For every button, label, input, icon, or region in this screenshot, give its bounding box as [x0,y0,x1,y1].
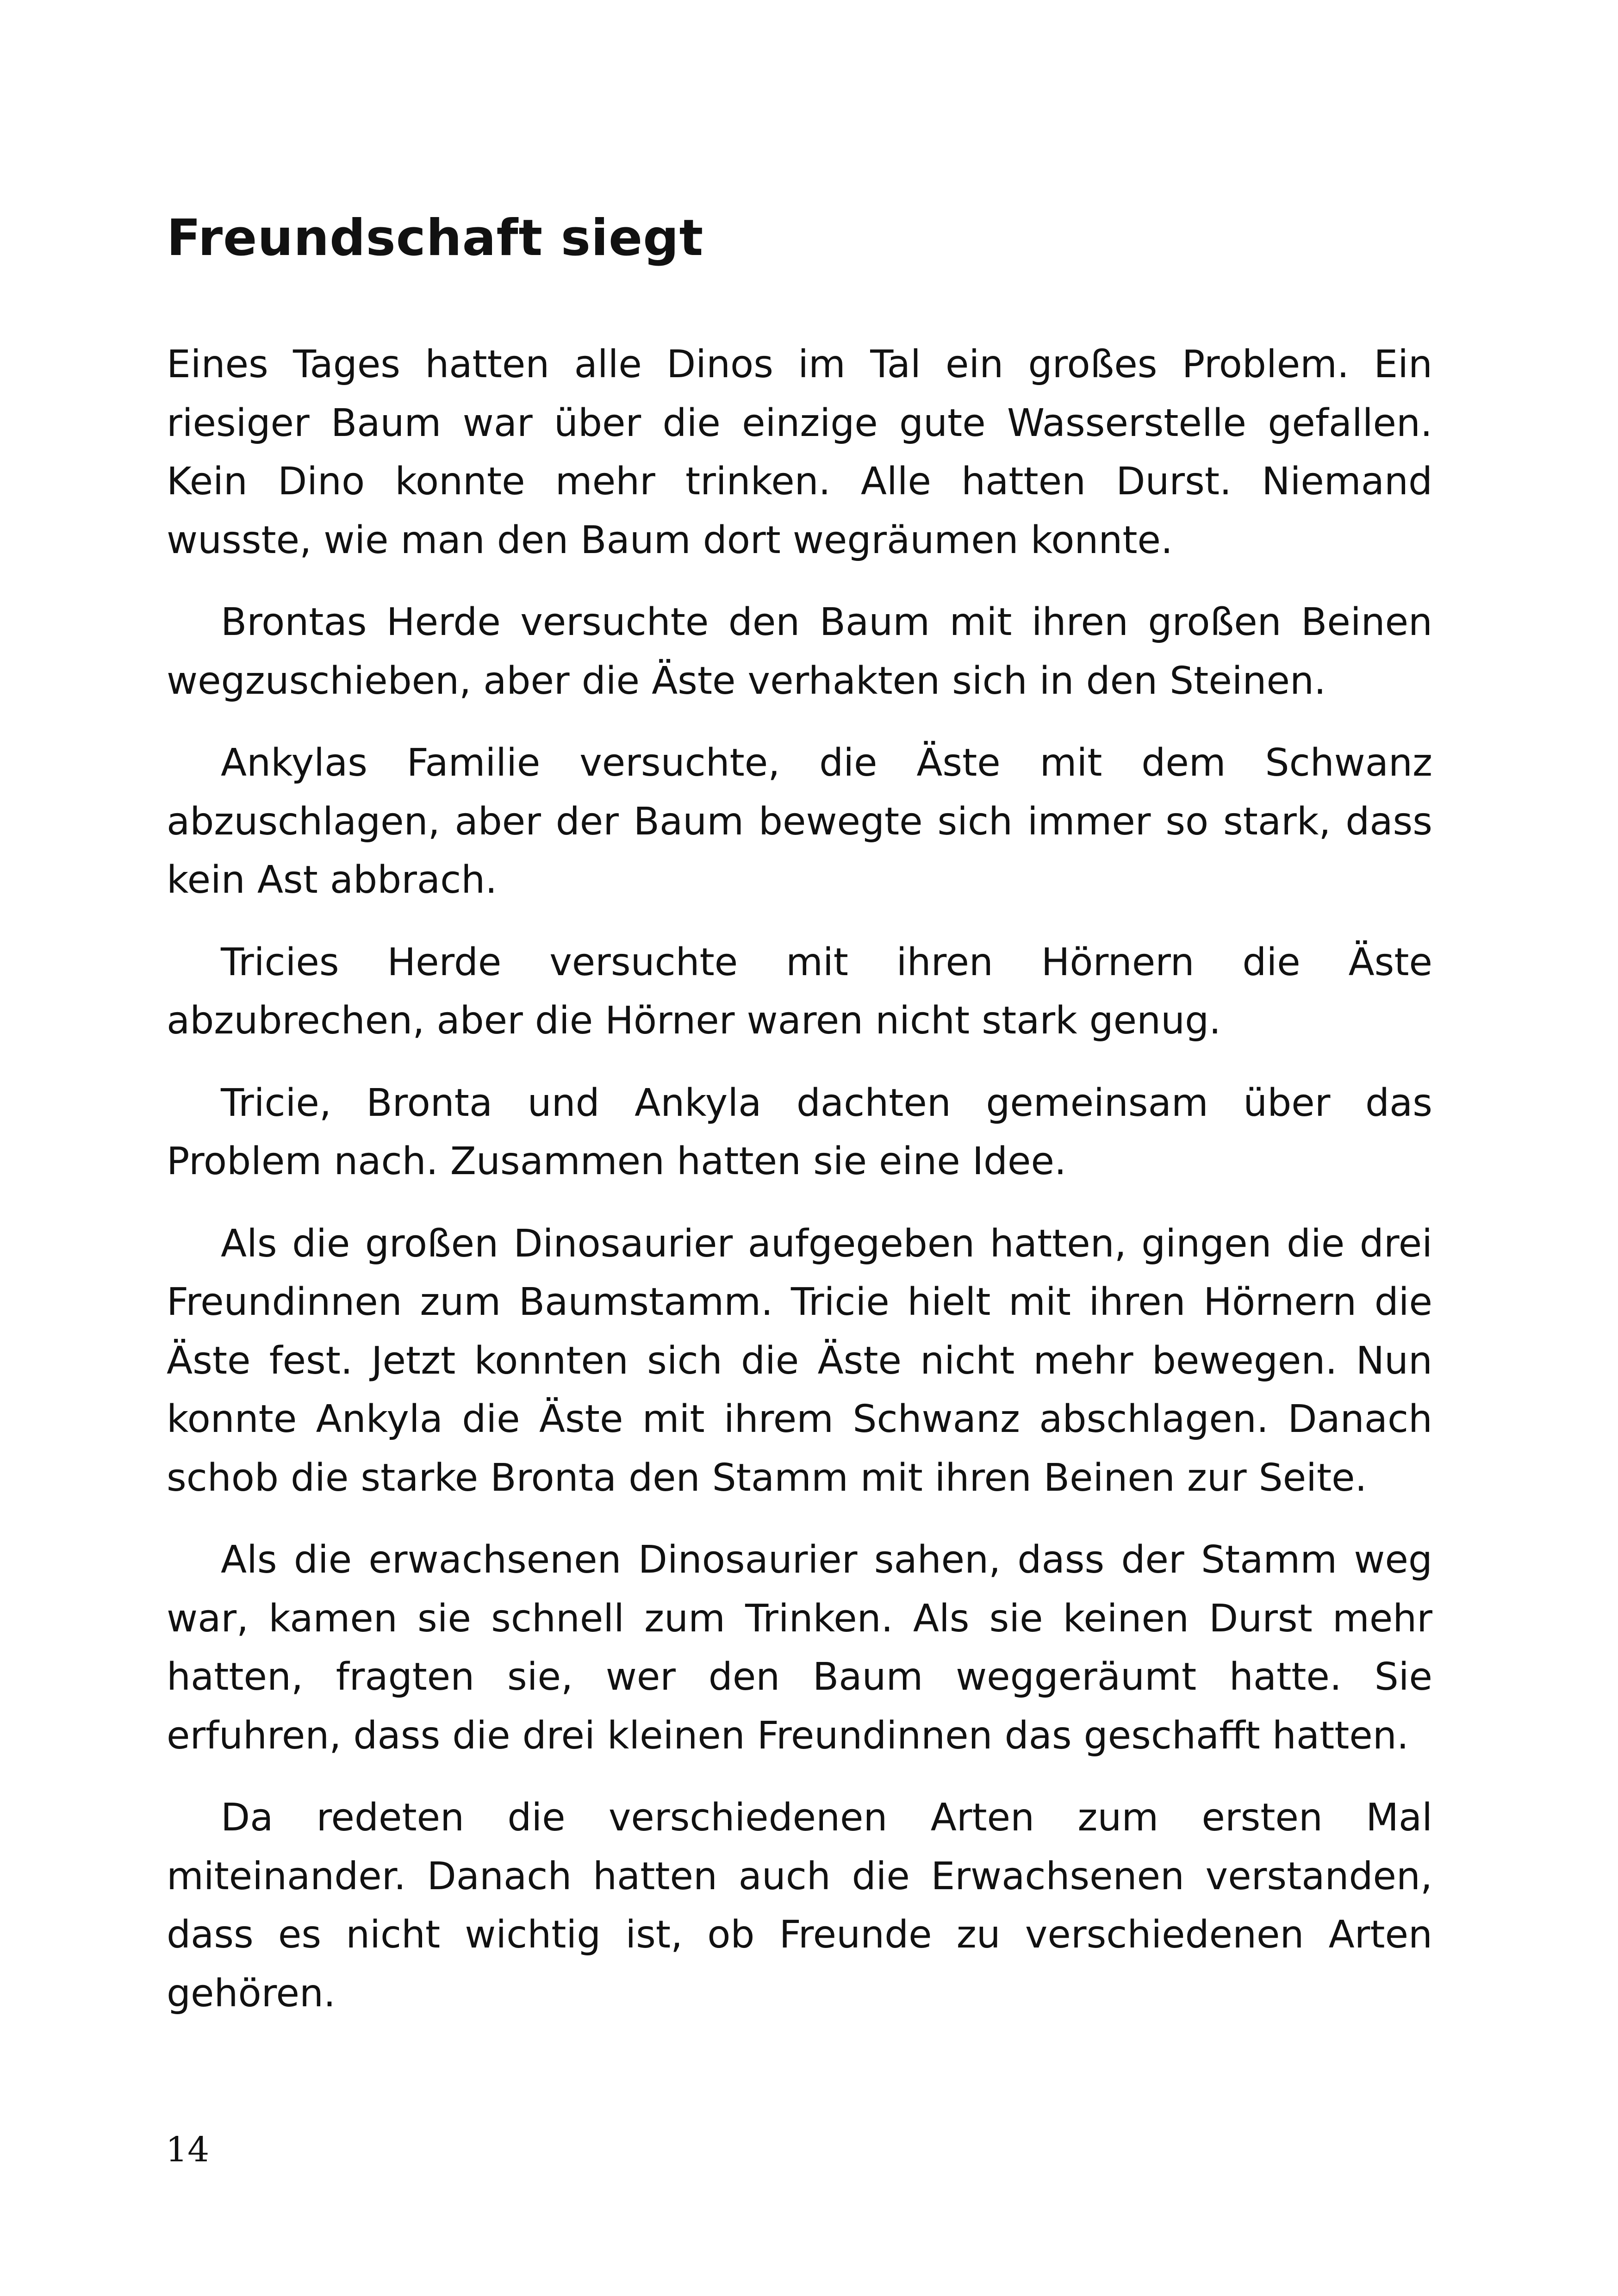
paragraph-8: Da redeten die verschiedenen Arten zum ersten Mal miteinander. Danach hatten auch die Erwachsenen verstanden, dass es nicht wichtig ist, ob Freunde zu verschiedenen Arten gehören. [167,1796,1432,2016]
paragraph-4: Tricies Herde versuchte mit ihren Hörnern die Äste abzubrechen, aber die Hörner waren nicht stark genug. [167,940,1432,1043]
paragraph-7: Als die erwachsenen Dinosaurier sahen, dass der Stamm weg war, kamen sie schnell zum Trinken. Als sie keinen Durst mehr hatten, fragten sie, wer den Baum weggeräumt hatte. Sie erfuhren, dass die drei kleinen Freundinnen das geschafft hatten. [167,1538,1432,1758]
paragraph-3: Ankylas Familie versuchte, die Äste mit dem Schwanz abzuschlagen, aber der Baum bewegte sich immer so stark, dass kein Ast abbrach. [167,741,1432,902]
paragraph-2: Brontas Herde versuchte den Baum mit ihren großen Beinen wegzuschieben, aber die Äste verhakten sich in den Steinen. [167,600,1432,703]
chapter-title: Freundschaft siegt [167,209,704,267]
chapter-body [167,336,1432,2047]
paragraph-1: Eines Tages hatten alle Dinos im Tal ein großes Problem. Ein riesiger Baum war über die einzige gute Wasserstelle gefallen. Kein Dino konnte mehr trinken. Alle hatten Durst. Niemand wusste, wie man den Baum dort wegräumen konnte. [167,342,1432,562]
page-number: 14 [166,2130,210,2170]
paragraph-6: Als die großen Dinosaurier aufgegeben hatten, gingen die drei Freundinnen zum Baumstamm. Tricie hielt mit ihren Hörnern die Äste fest. Jetzt konnten sich die Äste nicht mehr bewegen. Nun konnte Ankyla die Äste mit ihrem Schwanz abschlagen. Danach schob die starke Bronta den Stamm mit ihren Beinen zur Seite. [167,1221,1432,1500]
paragraph-5: Tricie, Bronta und Ankyla dachten gemeinsam über das Problem nach. Zusammen hatten sie eine Idee. [167,1081,1432,1183]
